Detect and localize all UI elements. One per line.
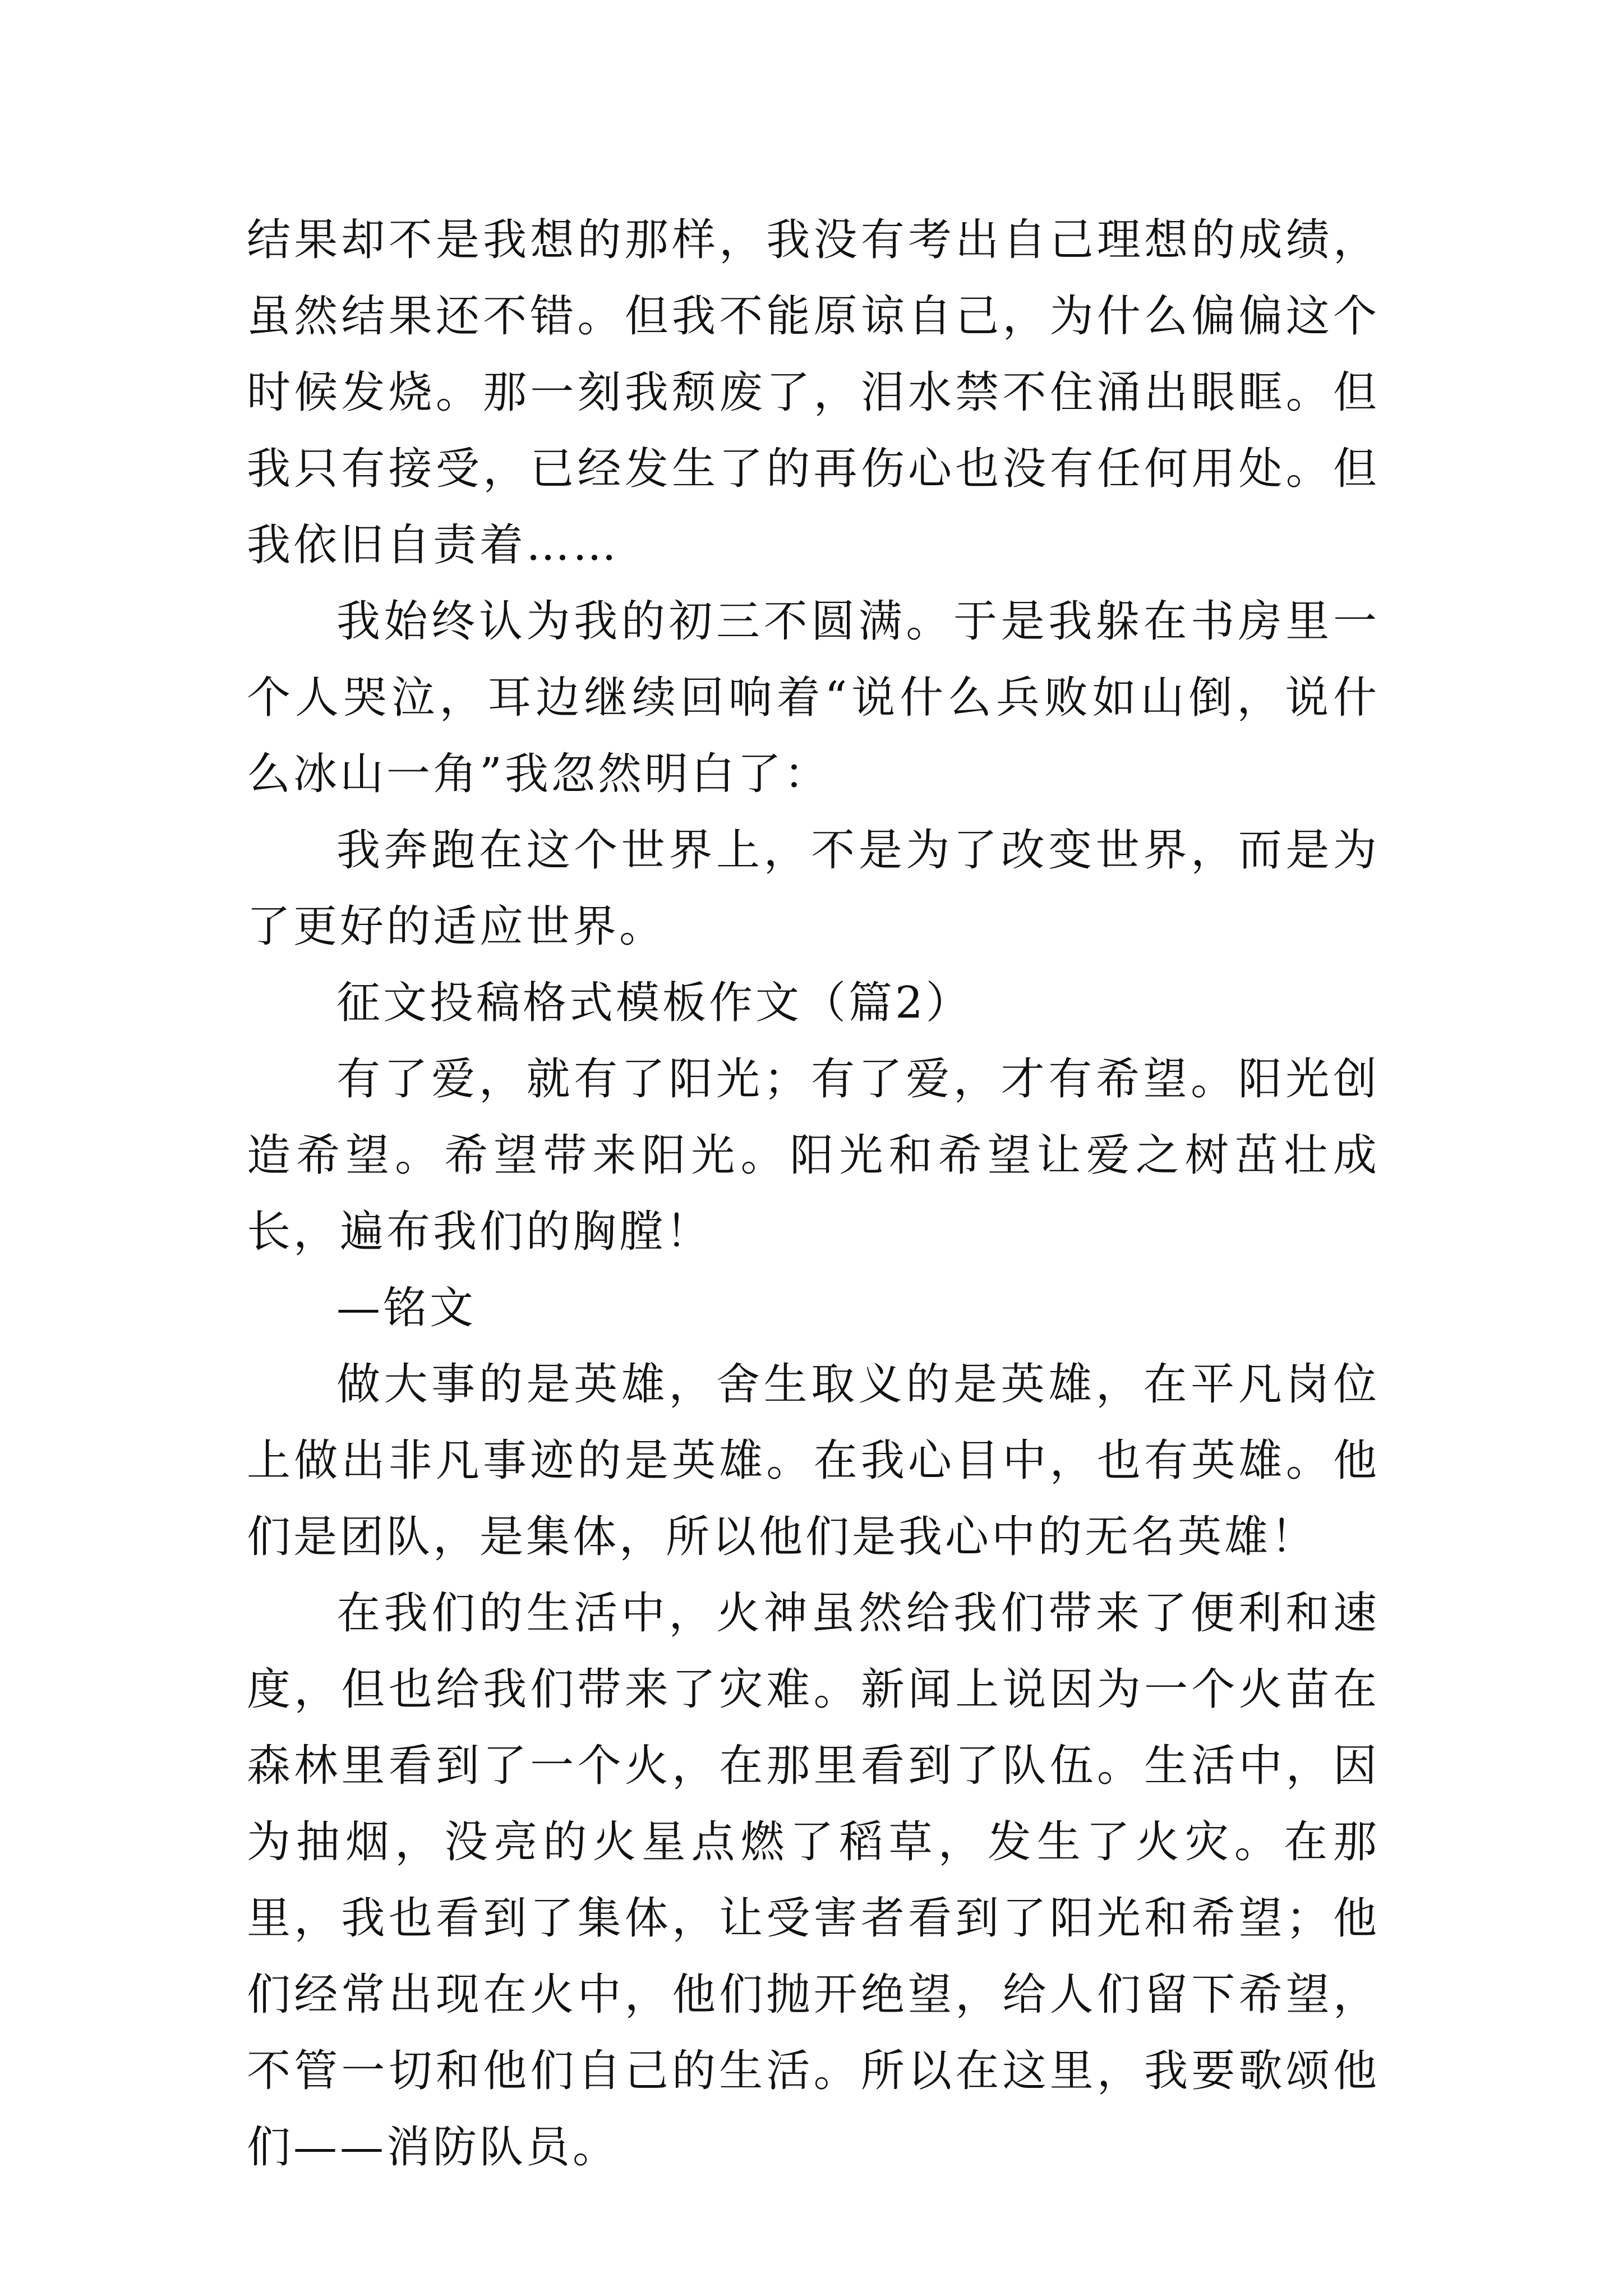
paragraph-2: 我始终认为我的初三不圆满。于是我躲在书房里一个人哭泣，耳边继续回响着“说什么兵败如山倒，说什么冰山一角”我忽然明白了： bbox=[247, 596, 1380, 799]
document-body bbox=[247, 202, 1380, 2185]
paragraph-5: 有了爱，就有了阳光；有了爱，才有希望。阳光创造希望。希望带来阳光。阳光和希望让爱之树茁壮成长，遍布我们的胸膛！ bbox=[247, 1054, 1380, 1257]
section-heading: 征文投稿格式模板作文（篇2） bbox=[336, 978, 972, 1028]
paragraph-7: 做大事的是英雄，舍生取义的是英雄，在平凡岗位上做出非凡事迹的是英雄。在我心目中，也有英雄。他们是团队，是集体，所以他们是我心中的无名英雄！ bbox=[247, 1359, 1380, 1562]
paragraph-3: 我奔跑在这个世界上，不是为了改变世界，而是为了更好的适应世界。 bbox=[247, 825, 1380, 952]
epigraph-attribution: —铭文 bbox=[336, 1283, 477, 1333]
paragraph-8: 在我们的生活中，火神虽然给我们带来了便利和速度，但也给我们带来了灾难。新闻上说因为一个火苗在森林里看到了一个火，在那里看到了队伍。生活中，因为抽烟，没亮的火星点燃了稻草，发生了火灾。在那里，我也看到了集体，让受害者看到了阳光和希望；他们经常出现在火中，他们抛开绝望，给人们留下希望，不管一切和他们自己的生活。所以在这里，我要歌颂他们——消防队员。 bbox=[247, 1588, 1380, 2173]
paragraph-1: 结果却不是我想的那样，我没有考出自己理想的成绩，虽然结果还不错。但我不能原谅自己，为什么偏偏这个时候发烧。那一刻我颓废了，泪水禁不住涌出眼眶。但我只有接受，已经发生了的再伤心也没有任何用处。但我依旧自责着…… bbox=[247, 215, 1380, 570]
